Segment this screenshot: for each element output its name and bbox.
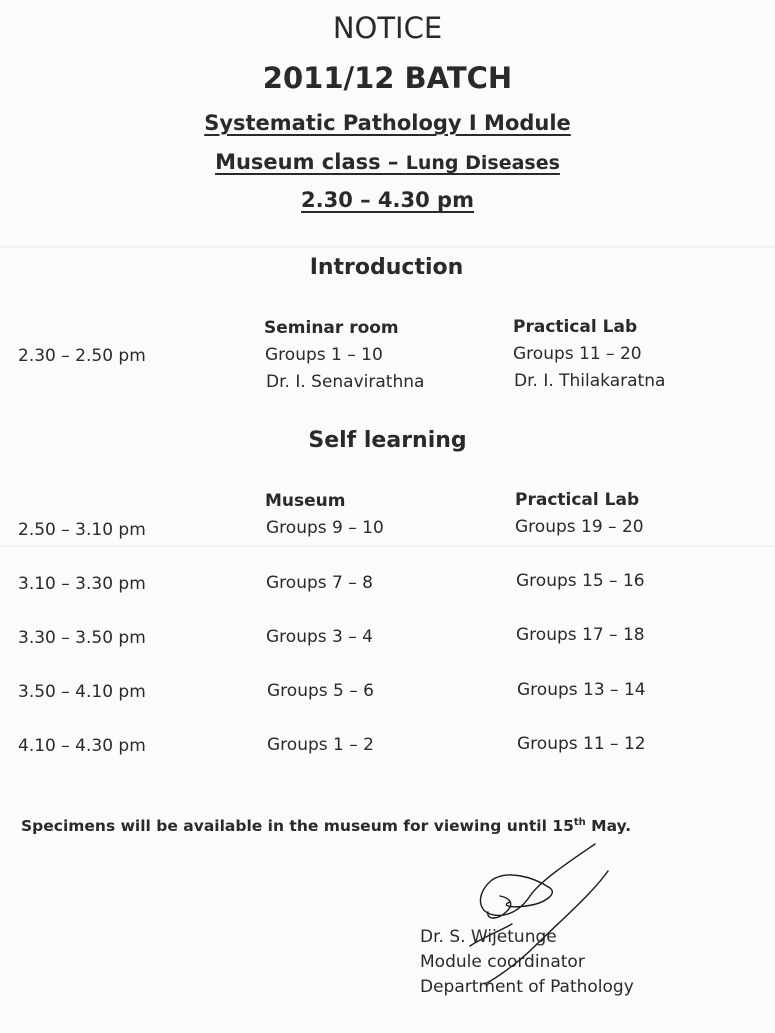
self-learning-heading: Self learning	[308, 428, 467, 453]
notice-heading: NOTICE	[332, 11, 443, 45]
schedule-lab-groups: Groups 11 – 12	[517, 734, 646, 754]
paper-fold-line	[0, 246, 775, 248]
museum-column-header: Museum	[265, 491, 346, 511]
schedule-time: 3.30 – 3.50 pm	[18, 628, 146, 648]
intro-col1-groups: Groups 1 – 10	[265, 345, 383, 365]
note-end: May.	[585, 817, 632, 836]
schedule-time: 3.50 – 4.10 pm	[18, 682, 146, 702]
lab-column-header: Practical Lab	[515, 490, 640, 510]
batch-heading: 2011/12 BATCH	[262, 61, 513, 95]
class-topic: Lung Diseases	[405, 152, 560, 174]
intro-col1-venue: Seminar room	[264, 318, 399, 338]
schedule-time: 4.10 – 4.30 pm	[18, 736, 146, 756]
class-prefix: Museum class –	[215, 150, 406, 174]
schedule-museum-groups: Groups 7 – 8	[266, 573, 373, 593]
schedule-museum-groups: Groups 9 – 10	[266, 518, 384, 538]
schedule-time: 2.50 – 3.10 pm	[18, 520, 146, 540]
intro-time: 2.30 – 2.50 pm	[18, 346, 146, 366]
intro-col1-lecturer: Dr. I. Senavirathna	[266, 372, 425, 392]
schedule-time: 3.10 – 3.30 pm	[18, 574, 146, 594]
schedule-lab-groups: Groups 19 – 20	[515, 517, 644, 537]
session-time	[0, 190, 775, 211]
signature-block	[420, 925, 634, 1000]
signatory-role: Module coordinator	[420, 952, 585, 972]
class-title	[0, 152, 775, 173]
intro-col2-groups: Groups 11 – 20	[513, 344, 642, 364]
schedule-museum-groups: Groups 3 – 4	[266, 627, 373, 647]
signatory-name: Dr. S. Wijetunge	[420, 927, 557, 947]
note-main: Specimens will be available in the museum for viewing until 15	[21, 817, 574, 836]
schedule-lab-groups: Groups 13 – 14	[517, 680, 646, 700]
class-title-text	[215, 150, 560, 174]
schedule-museum-groups: Groups 5 – 6	[267, 681, 374, 701]
introduction-heading: Introduction	[309, 255, 464, 280]
note-superscript: th	[573, 817, 586, 828]
schedule-lab-groups: Groups 15 – 16	[516, 571, 645, 591]
intro-col2-lecturer: Dr. I. Thilakaratna	[514, 371, 666, 391]
signatory-department: Department of Pathology	[420, 977, 634, 997]
schedule-museum-groups: Groups 1 – 2	[267, 735, 374, 755]
module-title-text: Systematic Pathology I Module	[204, 111, 571, 135]
intro-col2-venue: Practical Lab	[513, 317, 638, 337]
module-title	[0, 113, 775, 134]
schedule-lab-groups: Groups 17 – 18	[516, 625, 645, 645]
paper-fold-line	[0, 545, 775, 547]
session-time-text: 2.30 – 4.30 pm	[301, 188, 474, 212]
specimen-availability-note	[21, 818, 631, 835]
